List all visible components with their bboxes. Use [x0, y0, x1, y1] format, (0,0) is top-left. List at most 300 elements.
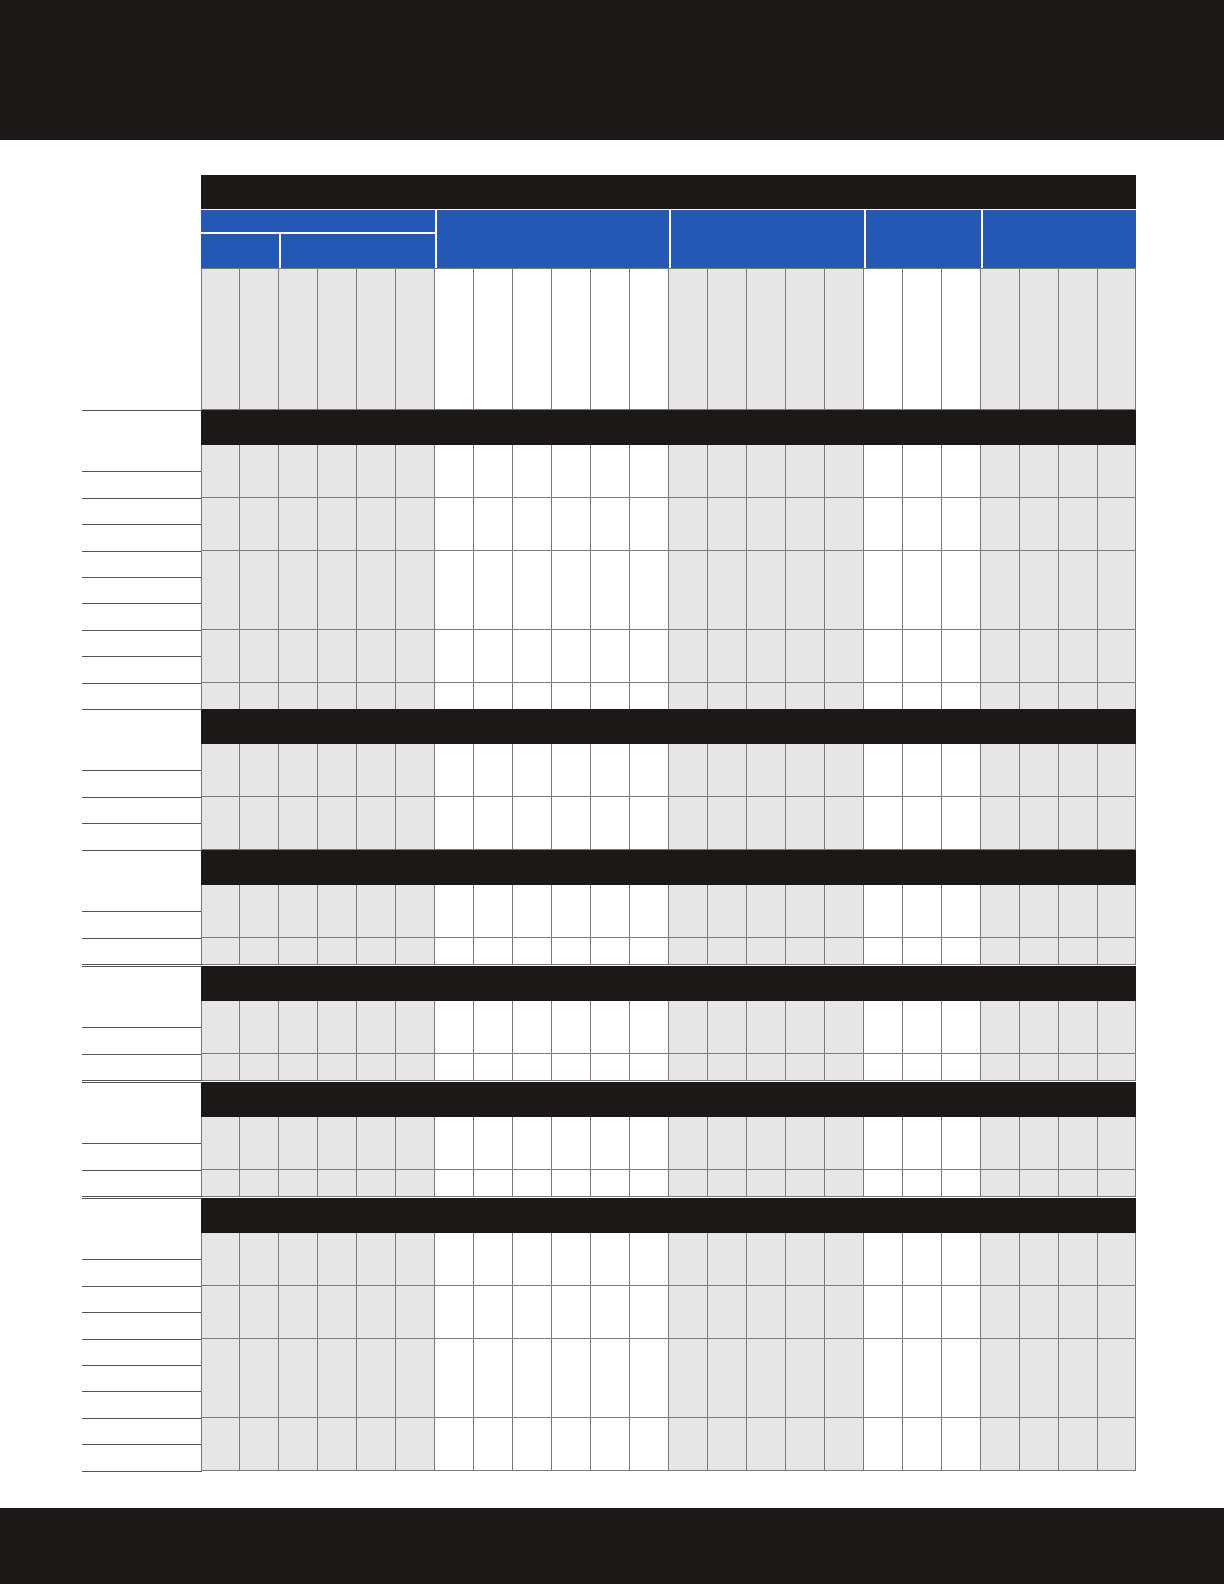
- table-cell: [981, 630, 1020, 657]
- table-cell: [435, 656, 474, 683]
- table-cell: [1020, 445, 1059, 472]
- table-cell: [864, 1170, 903, 1197]
- table-cell: [513, 1391, 552, 1418]
- table-cell: [630, 577, 669, 604]
- table-cell: [981, 1391, 1020, 1418]
- table-cell: [474, 683, 513, 710]
- table-cell: [669, 1143, 708, 1170]
- table-cell: [201, 498, 240, 525]
- table-cell: [474, 1143, 513, 1170]
- table-cell: [786, 885, 825, 912]
- table-cell: [1098, 551, 1136, 578]
- table-cell: [591, 551, 630, 578]
- table-cell: [903, 1444, 942, 1471]
- table-cell: [201, 603, 240, 630]
- table-cell: [981, 1143, 1020, 1170]
- table-cell: [864, 471, 903, 498]
- table-cell: [942, 1170, 981, 1197]
- table-cell: [513, 1365, 552, 1392]
- table-cell: [786, 1286, 825, 1313]
- table-cell: [591, 1143, 630, 1170]
- table-cell: [279, 1339, 318, 1366]
- table-cell: [552, 471, 591, 498]
- table-cell: [435, 1170, 474, 1197]
- table-cell: [591, 603, 630, 630]
- table-cell: [357, 1391, 396, 1418]
- table-cell: [864, 1143, 903, 1170]
- row-label-line: [82, 1259, 202, 1260]
- column-header-cell: [942, 268, 981, 410]
- table-cell: [747, 577, 786, 604]
- table-cell: [1020, 1444, 1059, 1471]
- table-cell: [786, 911, 825, 938]
- table-cell: [747, 1286, 786, 1313]
- table-cell: [747, 885, 786, 912]
- table-cell: [942, 1117, 981, 1144]
- table-cell: [474, 577, 513, 604]
- table-cell: [1098, 445, 1136, 472]
- table-cell: [435, 445, 474, 472]
- table-cell: [669, 1117, 708, 1144]
- row-label-line: [82, 1365, 202, 1366]
- table-cell: [435, 938, 474, 965]
- table-cell: [1059, 1444, 1098, 1471]
- table-cell: [786, 471, 825, 498]
- table-cell: [942, 1286, 981, 1313]
- column-header-cell: [1098, 268, 1136, 410]
- table-cell: [279, 1418, 318, 1445]
- table-cell: [864, 498, 903, 525]
- table-cell: [1059, 498, 1098, 525]
- table-cell: [903, 770, 942, 797]
- table-cell: [591, 1444, 630, 1471]
- table-cell: [825, 744, 864, 771]
- table-cell: [630, 1312, 669, 1339]
- row-label-line: [82, 1054, 202, 1055]
- table-cell: [669, 1259, 708, 1286]
- table-cell: [279, 1444, 318, 1471]
- table-cell: [669, 1170, 708, 1197]
- table-cell: [903, 577, 942, 604]
- table-cell: [825, 797, 864, 824]
- table-cell: [279, 1233, 318, 1260]
- table-cell: [552, 656, 591, 683]
- row-label-line: [82, 709, 202, 710]
- table-cell: [747, 1001, 786, 1028]
- table-cell: [435, 683, 474, 710]
- row-label-line: [82, 630, 202, 631]
- table-cell: [201, 1418, 240, 1445]
- table-cell: [1059, 885, 1098, 912]
- table-cell: [1098, 1365, 1136, 1392]
- table-cell: [318, 1143, 357, 1170]
- table-cell: [1020, 770, 1059, 797]
- table-cell: [786, 1365, 825, 1392]
- table-cell: [513, 445, 552, 472]
- table-cell: [201, 551, 240, 578]
- table-cell: [825, 603, 864, 630]
- table-cell: [474, 797, 513, 824]
- table-cell: [591, 1027, 630, 1054]
- table-cell: [825, 1339, 864, 1366]
- table-cell: [630, 938, 669, 965]
- table-cell: [396, 885, 435, 912]
- table-cell: [240, 1418, 279, 1445]
- table-cell: [201, 471, 240, 498]
- table-cell: [669, 603, 708, 630]
- table-cell: [357, 1365, 396, 1392]
- table-cell: [318, 1001, 357, 1028]
- table-cell: [747, 1391, 786, 1418]
- row-label-line: [82, 1286, 202, 1287]
- table-cell: [396, 1286, 435, 1313]
- table-cell: [201, 797, 240, 824]
- table-cell: [396, 471, 435, 498]
- table-cell: [786, 1259, 825, 1286]
- table-cell: [279, 630, 318, 657]
- table-cell: [630, 603, 669, 630]
- table-cell: [357, 1170, 396, 1197]
- table-cell: [1059, 1259, 1098, 1286]
- table-cell: [981, 577, 1020, 604]
- table-cell: [825, 1233, 864, 1260]
- table-cell: [864, 1001, 903, 1028]
- table-cell: [591, 1391, 630, 1418]
- table-cell: [864, 911, 903, 938]
- table-cell: [981, 656, 1020, 683]
- table-cell: [201, 577, 240, 604]
- table-cell: [864, 1391, 903, 1418]
- table-cell: [591, 445, 630, 472]
- table-cell: [279, 1391, 318, 1418]
- table-cell: [318, 1444, 357, 1471]
- table-cell: [396, 1259, 435, 1286]
- table-cell: [942, 551, 981, 578]
- table-cell: [240, 445, 279, 472]
- table-cell: [435, 1339, 474, 1366]
- table-cell: [981, 1259, 1020, 1286]
- column-group-label-area: [201, 210, 435, 232]
- table-cell: [942, 1339, 981, 1366]
- table-cell: [903, 1054, 942, 1081]
- table-cell: [201, 1391, 240, 1418]
- row-label-line: [82, 1080, 202, 1081]
- table-cell: [552, 823, 591, 850]
- row-label-line: [82, 498, 202, 499]
- table-cell: [786, 938, 825, 965]
- table-cell: [747, 938, 786, 965]
- table-cell: [240, 1391, 279, 1418]
- table-cell: [708, 603, 747, 630]
- table-cell: [1098, 471, 1136, 498]
- table-cell: [630, 1054, 669, 1081]
- table-cell: [864, 797, 903, 824]
- table-cell: [864, 1233, 903, 1260]
- table-cell: [552, 911, 591, 938]
- table-cell: [864, 938, 903, 965]
- table-cell: [279, 603, 318, 630]
- table-cell: [552, 524, 591, 551]
- table-cell: [591, 524, 630, 551]
- table-cell: [396, 1444, 435, 1471]
- table-cell: [357, 823, 396, 850]
- row-label-line: [82, 1170, 202, 1171]
- table-cell: [318, 1027, 357, 1054]
- table-cell: [279, 577, 318, 604]
- table-cell: [942, 1418, 981, 1445]
- table-cell: [279, 524, 318, 551]
- table-cell: [747, 551, 786, 578]
- table-cell: [474, 1418, 513, 1445]
- table-cell: [357, 1117, 396, 1144]
- row-label-line: [82, 410, 202, 411]
- table-cell: [747, 683, 786, 710]
- table-cell: [396, 683, 435, 710]
- table-cell: [240, 1233, 279, 1260]
- table-cell: [981, 1444, 1020, 1471]
- table-cell: [474, 1117, 513, 1144]
- table-cell: [591, 1312, 630, 1339]
- table-cell: [357, 630, 396, 657]
- table-cell: [396, 911, 435, 938]
- table-cell: [747, 1233, 786, 1260]
- table-cell: [630, 1391, 669, 1418]
- table-cell: [513, 471, 552, 498]
- table-cell: [279, 938, 318, 965]
- table-cell: [825, 1312, 864, 1339]
- table-cell: [240, 885, 279, 912]
- table-cell: [513, 1027, 552, 1054]
- table-cell: [786, 823, 825, 850]
- table-cell: [396, 1391, 435, 1418]
- table-cell: [240, 1365, 279, 1392]
- table-cell: [513, 1117, 552, 1144]
- table-cell: [396, 577, 435, 604]
- table-cell: [240, 1259, 279, 1286]
- table-cell: [981, 797, 1020, 824]
- table-cell: [318, 1418, 357, 1445]
- table-cell: [240, 1339, 279, 1366]
- table-cell: [1059, 1286, 1098, 1313]
- table-cell: [240, 577, 279, 604]
- table-cell: [201, 445, 240, 472]
- table-cell: [357, 911, 396, 938]
- table-cell: [903, 1143, 942, 1170]
- table-cell: [786, 1001, 825, 1028]
- table-cell: [552, 1054, 591, 1081]
- table-cell: [1098, 823, 1136, 850]
- table-cell: [591, 683, 630, 710]
- table-cell: [318, 603, 357, 630]
- table-cell: [1098, 1391, 1136, 1418]
- table-cell: [435, 498, 474, 525]
- table-cell: [552, 1259, 591, 1286]
- column-header-cell: [981, 268, 1020, 410]
- table-cell: [279, 1117, 318, 1144]
- table-cell: [825, 1391, 864, 1418]
- table-cell: [1098, 885, 1136, 912]
- table-cell: [669, 1027, 708, 1054]
- table-cell: [1059, 630, 1098, 657]
- table-cell: [747, 603, 786, 630]
- column-group-header: [435, 210, 669, 268]
- table-cell: [1020, 471, 1059, 498]
- table-cell: [669, 744, 708, 771]
- table-cell: [669, 471, 708, 498]
- row-label-line: [82, 1198, 202, 1199]
- table-cell: [903, 656, 942, 683]
- table-cell: [669, 1418, 708, 1445]
- table-cell: [474, 1339, 513, 1366]
- table-cell: [825, 1027, 864, 1054]
- table-cell: [474, 770, 513, 797]
- table-cell: [396, 445, 435, 472]
- table-cell: [318, 1170, 357, 1197]
- table-cell: [513, 1259, 552, 1286]
- table-cell: [786, 577, 825, 604]
- table-cell: [1059, 823, 1098, 850]
- table-cell: [318, 471, 357, 498]
- table-cell: [825, 683, 864, 710]
- table-cell: [1098, 683, 1136, 710]
- table-cell: [942, 1054, 981, 1081]
- table-cell: [786, 797, 825, 824]
- table-cell: [513, 1418, 552, 1445]
- table-cell: [1020, 1117, 1059, 1144]
- table-cell: [240, 524, 279, 551]
- table-cell: [357, 885, 396, 912]
- row-label-line: [82, 770, 202, 771]
- table-cell: [435, 551, 474, 578]
- table-cell: [396, 498, 435, 525]
- table-cell: [669, 551, 708, 578]
- table-cell: [279, 1001, 318, 1028]
- table-cell: [864, 1054, 903, 1081]
- table-cell: [279, 911, 318, 938]
- row-label-line: [82, 823, 202, 824]
- table-cell: [396, 1418, 435, 1445]
- table-cell: [1098, 1001, 1136, 1028]
- table-cell: [630, 1418, 669, 1445]
- table-cell: [1098, 498, 1136, 525]
- table-cell: [669, 1286, 708, 1313]
- table-cell: [201, 524, 240, 551]
- table-cell: [474, 1286, 513, 1313]
- table-cell: [825, 1117, 864, 1144]
- table-cell: [396, 1117, 435, 1144]
- table-cell: [591, 1339, 630, 1366]
- table-cell: [474, 445, 513, 472]
- table-cell: [396, 1339, 435, 1366]
- table-cell: [513, 656, 552, 683]
- table-cell: [747, 770, 786, 797]
- table-cell: [1059, 1143, 1098, 1170]
- table-cell: [279, 1054, 318, 1081]
- table-cell: [318, 1054, 357, 1081]
- table-cell: [240, 1286, 279, 1313]
- table-cell: [201, 1233, 240, 1260]
- table-cell: [825, 1418, 864, 1445]
- table-cell: [474, 603, 513, 630]
- table-cell: [279, 823, 318, 850]
- table-cell: [201, 744, 240, 771]
- table-cell: [1059, 1170, 1098, 1197]
- table-cell: [591, 1233, 630, 1260]
- table-cell: [981, 770, 1020, 797]
- table-cell: [279, 770, 318, 797]
- table-cell: [942, 1365, 981, 1392]
- table-cell: [1098, 938, 1136, 965]
- table-cell: [669, 577, 708, 604]
- table-cell: [240, 656, 279, 683]
- table-cell: [708, 1339, 747, 1366]
- table-cell: [396, 1027, 435, 1054]
- table-cell: [864, 683, 903, 710]
- table-cell: [825, 885, 864, 912]
- table-cell: [1098, 1339, 1136, 1366]
- table-cell: [981, 1312, 1020, 1339]
- table-cell: [747, 823, 786, 850]
- table-cell: [435, 1143, 474, 1170]
- table-cell: [630, 885, 669, 912]
- row-label-line: [82, 471, 202, 472]
- table-cell: [1020, 1286, 1059, 1313]
- table-cell: [513, 577, 552, 604]
- table-cell: [981, 683, 1020, 710]
- table-cell: [552, 630, 591, 657]
- table-cell: [786, 1117, 825, 1144]
- table-cell: [552, 445, 591, 472]
- table-cell: [435, 1001, 474, 1028]
- table-cell: [864, 656, 903, 683]
- table-cell: [942, 656, 981, 683]
- table-cell: [435, 1365, 474, 1392]
- table-cell: [825, 911, 864, 938]
- table-cell: [942, 683, 981, 710]
- table-cell: [435, 1117, 474, 1144]
- table-cell: [240, 1444, 279, 1471]
- column-header-cell: [240, 268, 279, 410]
- table-cell: [201, 1054, 240, 1081]
- table-cell: [474, 1233, 513, 1260]
- table-cell: [747, 524, 786, 551]
- table-cell: [318, 630, 357, 657]
- table-cell: [1059, 797, 1098, 824]
- table-cell: [669, 770, 708, 797]
- table-cell: [903, 630, 942, 657]
- table-cell: [591, 577, 630, 604]
- table-cell: [201, 1117, 240, 1144]
- table-cell: [318, 656, 357, 683]
- table-cell: [942, 1444, 981, 1471]
- bottom-banner: [0, 1508, 1224, 1584]
- table-cell: [1098, 1170, 1136, 1197]
- column-header-cell: [435, 268, 474, 410]
- table-cell: [708, 577, 747, 604]
- table-cell: [630, 744, 669, 771]
- table-cell: [240, 1312, 279, 1339]
- table-cell: [357, 577, 396, 604]
- table-cell: [1059, 1027, 1098, 1054]
- table-cell: [1098, 1312, 1136, 1339]
- table-cell: [981, 471, 1020, 498]
- table-cell: [1020, 1001, 1059, 1028]
- table-cell: [708, 1391, 747, 1418]
- table-cell: [1020, 1170, 1059, 1197]
- table-cell: [786, 770, 825, 797]
- table-cell: [279, 885, 318, 912]
- section-header-band: [201, 850, 1136, 885]
